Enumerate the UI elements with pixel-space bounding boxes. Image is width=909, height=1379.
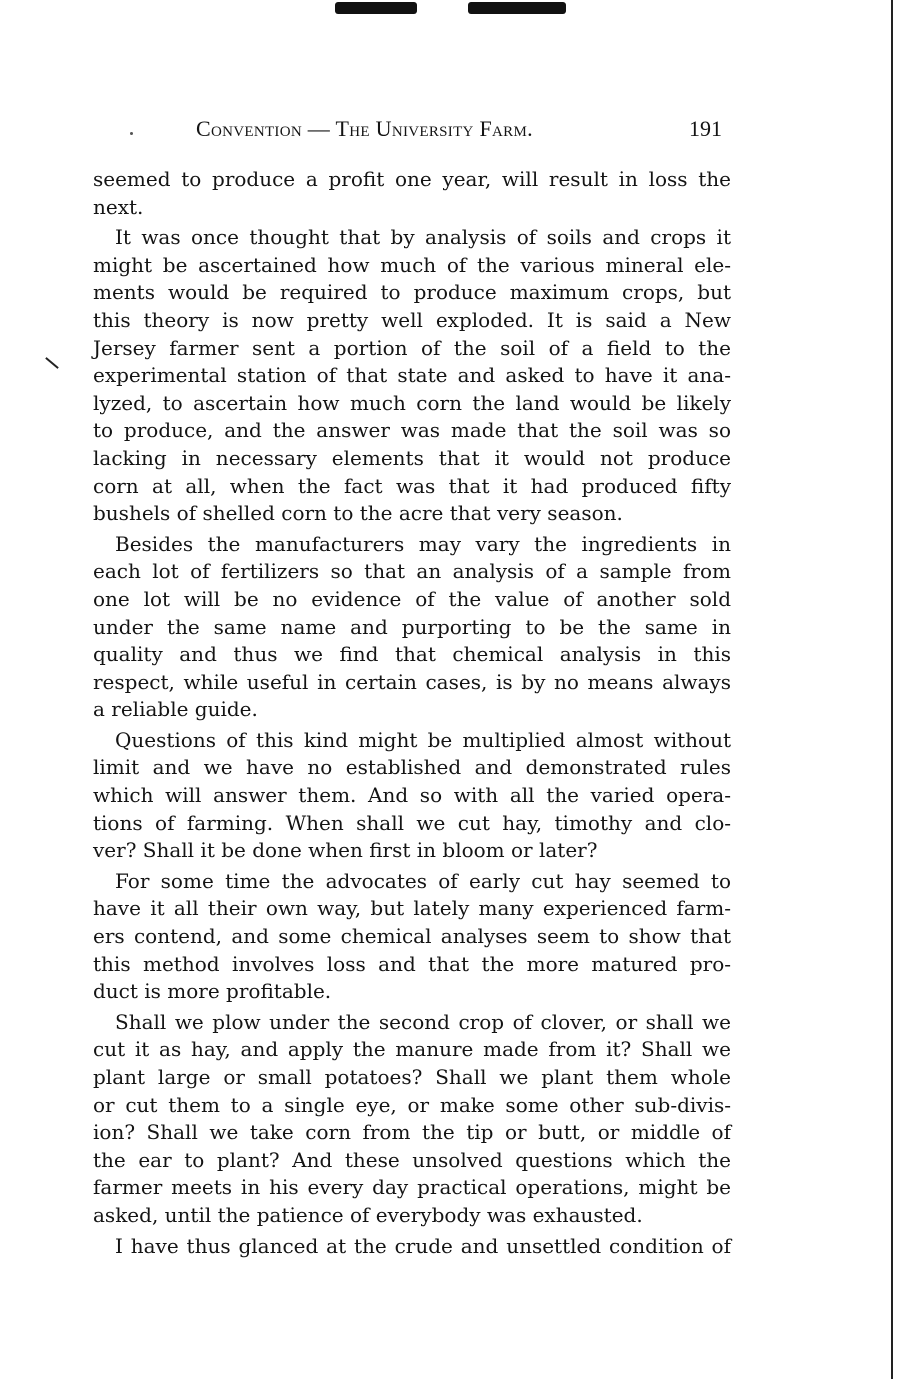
text-line: one lot will be no evidence of the value of another sold [93,586,731,611]
text-line: or cut them to a single eye, or make some other sub-divis- [93,1092,731,1117]
text-line: lyzed, to ascertain how much corn the land would be likely [93,390,731,415]
text-line: seemed to produce a profit one year, will result in loss the [93,167,731,191]
margin-mark [45,357,59,369]
text-line: have it all their own way, but lately many experienced farm- [93,896,731,921]
text-line: farmer meets in his every day practical operations, might be [93,1175,731,1200]
scan-artifact-top-left [335,2,417,14]
text-line: limit and we have no established and demonstrated rules [93,755,731,780]
text-line: each lot of fertilizers so that an analysis of a sample from [93,559,731,584]
text-line: this theory is now pretty well exploded. It is said a New [93,307,731,332]
text-line: bushels of shelled corn to the acre that very season. [93,501,623,526]
text-line: asked, until the patience of everybody was exhausted. [93,1202,643,1227]
text-line: Shall we plow under the second crop of clover, or shall we [115,1009,731,1034]
text-line: the ear to plant? And these unsolved questions which the [93,1147,731,1172]
text-line: a reliable guide. [93,697,258,722]
text-line: next. [93,194,144,219]
body-text [93,166,731,1260]
text-line: cut it as hay, and apply the manure made from it? Shall we [93,1037,731,1062]
text-line: ver? Shall it be done when first in bloom or later? [93,838,598,863]
text-line: under the same name and purporting to be the same in [93,614,731,639]
text-line: this method involves loss and that the more matured pro- [93,951,731,976]
text-line: ments would be required to produce maximum crops, but [93,280,731,305]
text-line: ion? Shall we take corn from the tip or butt, or middle of [93,1120,731,1145]
text-line: It was once thought that by analysis of soils and crops it [115,225,731,250]
text-line: quality and thus we find that chemical analysis in this [93,642,731,667]
text-line: lacking in necessary elements that it would not produce [93,445,731,470]
text-line: Besides the manufacturers may vary the ingredients in [115,531,731,556]
page-edge [891,0,893,1379]
text-line: I have thus glanced at the crude and unsettled condition of [115,1233,731,1258]
text-line: which will answer them. And so with all the varied opera- [93,783,731,808]
text-line: experimental station of that state and asked to have it ana- [93,363,731,388]
running-head: Convention — The University Farm. [196,116,533,141]
text-line: might be ascertained how much of the various mineral ele- [93,252,731,277]
text-line: ers contend, and some chemical analyses seem to show that [93,924,731,949]
page-number: 191 [689,116,722,141]
page-header [0,116,909,146]
text-line: Questions of this kind might be multiplied almost without [115,727,731,752]
text-line: Jersey farmer sent a portion of the soil of a field to the [93,335,731,360]
text-line: tions of farming. When shall we cut hay, timothy and clo- [93,810,731,835]
text-line: to produce, and the answer was made that the soil was so [93,418,731,443]
text-line: For some time the advocates of early cut hay seemed to [115,868,731,893]
scan-artifact-top-right [468,2,566,14]
text-line: corn at all, when the fact was that it had produced fifty [93,473,731,498]
text-line: duct is more profitable. [93,979,332,1004]
text-line: plant large or small potatoes? Shall we plant them whole [93,1065,731,1089]
text-line: respect, while useful in certain cases, is by no means always [93,669,731,694]
